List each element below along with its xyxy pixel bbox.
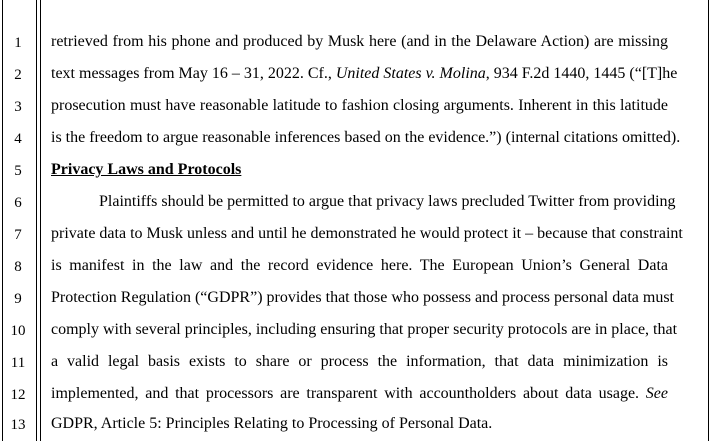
line-number: 9 [14,291,22,307]
body-text-line: Protection Regulation (“GDPR”) provides that those who possess and process personal data must [51,289,674,306]
body-text-segment: , 934 F.2d 1440, 1445 (“[T]he [485,65,678,82]
line-number: 7 [14,227,22,243]
pleading-rule-outer-left [2,0,3,441]
body-text-line: is the freedom to argue reasonable inferences based on the evidence.”) (internal citations omitted). [51,129,681,146]
pleading-rule-double-left-a [36,0,37,441]
body-text-line: prosecution must have reasonable latitude to fashion closing arguments. Inherent in this latitude [51,97,668,114]
body-text-line: retrieved from his phone and produced by Musk here (and in the Delaware Action) are missing [51,33,668,50]
line-number: 11 [10,355,26,371]
body-text-line [51,64,678,84]
body-text-line: Plaintiffs should be permitted to argue that privacy laws precluded Twitter from providing [99,193,676,210]
line-number: 12 [10,387,26,403]
body-text-segment: text messages from May 16 – 31, 2022. Cf., [51,65,336,82]
case-citation: United States v. Molina [335,65,486,82]
line-number: 5 [14,163,22,179]
line-number: 4 [14,131,22,147]
body-text-line: GDPR, Article 5: Principles Relating to Processing of Personal Data. [51,415,493,432]
signal-word: See [645,385,668,402]
line-number: 3 [14,99,22,115]
line-number: 2 [14,67,22,83]
pleading-rule-right [708,0,709,441]
body-text-line: a valid legal basis exists to share or process the information, that data minimization is [51,353,668,370]
section-heading-text: Privacy Laws and Protocols [51,161,242,178]
line-number: 13 [10,417,26,433]
line-number: 6 [14,195,22,211]
body-text-line: comply with several principles, including ensuring that proper security protocols are in place, that [51,321,678,338]
pleading-rule-double-left-b [40,0,41,441]
body-text-line: is manifest in the law and the record evidence here. The European Union’s General Data [51,257,668,274]
line-number: 10 [10,323,26,339]
body-text-segment: implemented, and that processors are transparent with accountholders about data usage. [51,385,646,402]
line-number: 8 [14,259,22,275]
body-text-line [51,384,668,404]
body-text-line: private data to Musk unless and until he demonstrated he would protect it – because that constraint [51,225,683,242]
section-heading [51,160,668,180]
line-number: 1 [14,35,22,51]
